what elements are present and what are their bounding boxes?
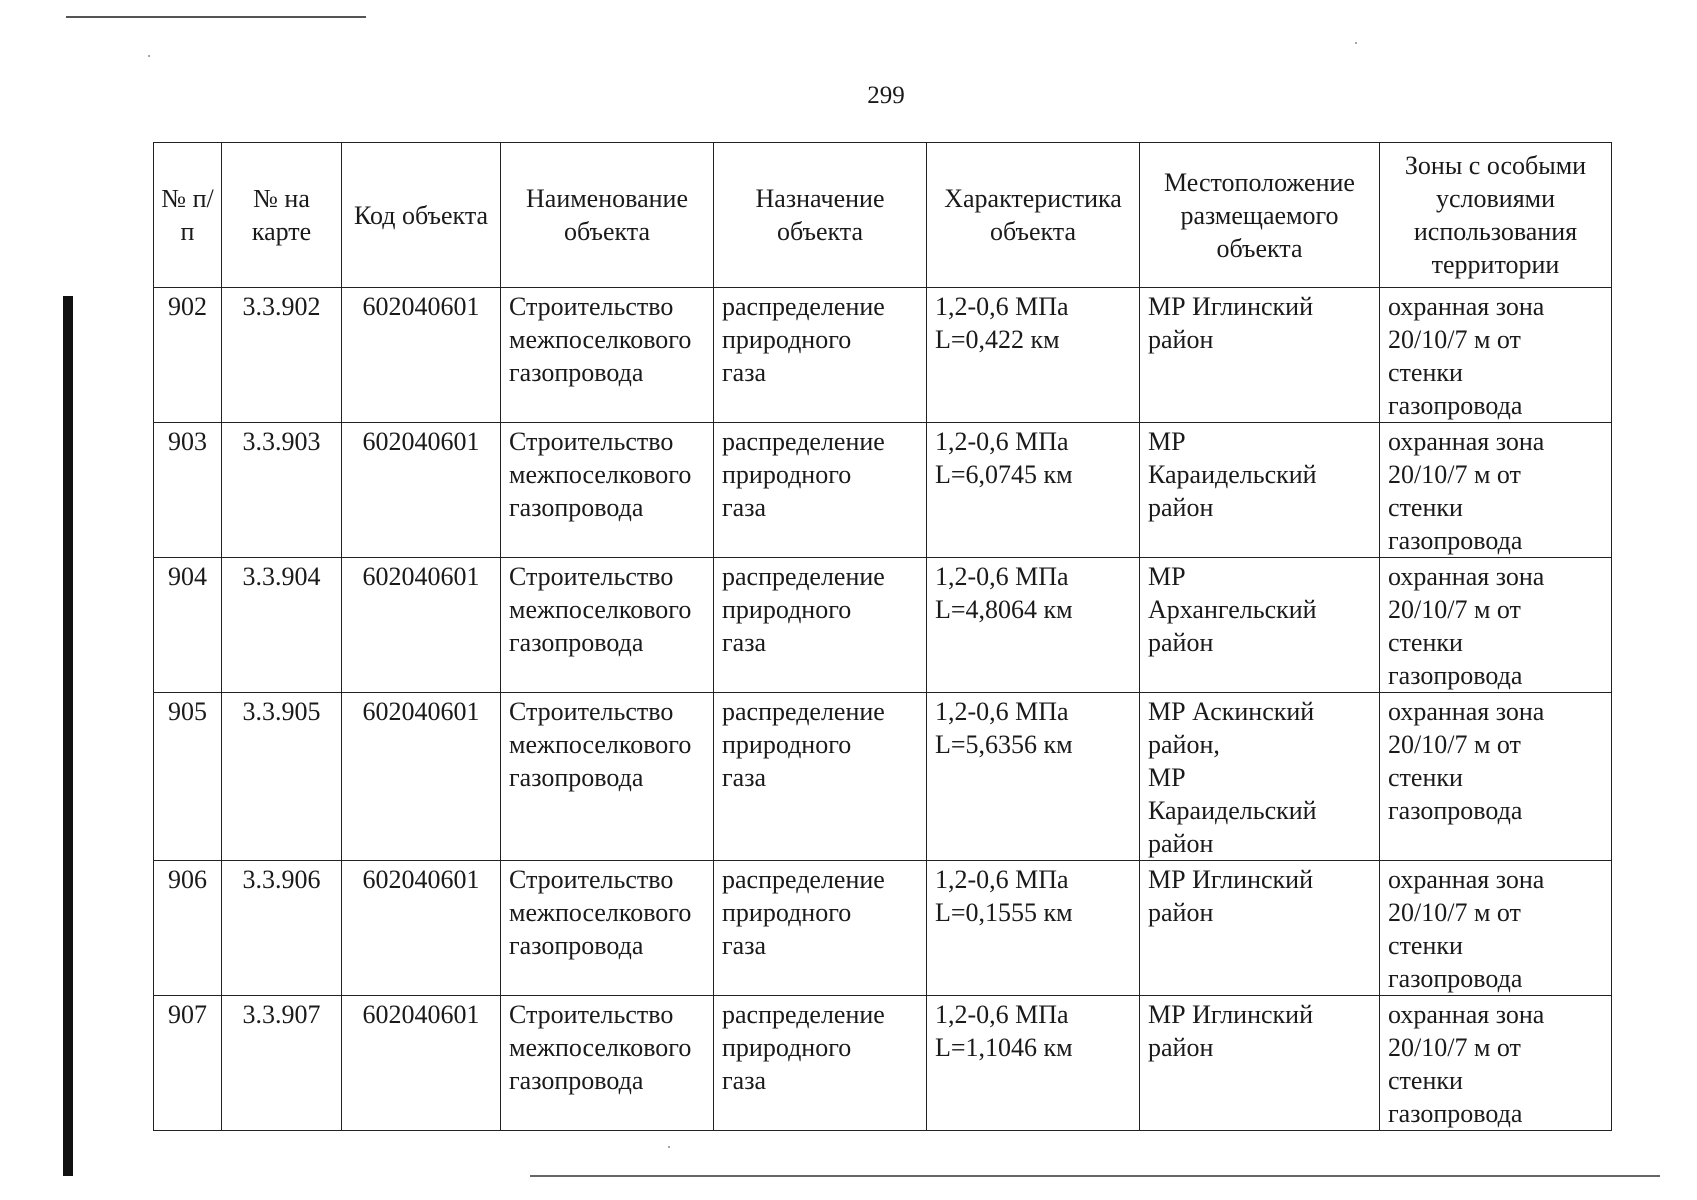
- cell-special-zones: [1380, 693, 1612, 861]
- cell-text-line: газопровода: [1388, 1099, 1523, 1128]
- cell-object-code: 602040601: [342, 693, 501, 861]
- cell-text-line: распределение: [722, 1000, 885, 1029]
- cell-object-location: [1140, 288, 1380, 423]
- cell-map-number: 3.3.905: [222, 693, 342, 861]
- cell-text-line: 20/10/7 м от: [1388, 730, 1521, 759]
- cell-text-line: газопровода: [1388, 526, 1523, 555]
- scan-artifact-line-bottom: [530, 1175, 1660, 1177]
- cell-text-line: газа: [722, 931, 767, 960]
- cell-text-line: природного: [722, 460, 852, 489]
- cell-text-line: район,: [1148, 730, 1220, 759]
- cell-text-line: МР Иглинский: [1148, 292, 1314, 321]
- cell-object-location: [1140, 861, 1380, 996]
- table-row: [154, 558, 1612, 693]
- cell-text-line: Строительство: [509, 562, 674, 591]
- cell-text-line: Караидельский: [1148, 796, 1317, 825]
- cell-text-line: газопровода: [509, 931, 644, 960]
- scan-speck: [1355, 42, 1357, 44]
- cell-object-code: 602040601: [342, 861, 501, 996]
- cell-text-line: газа: [722, 358, 767, 387]
- cell-text-line: межпоселкового: [509, 1033, 692, 1062]
- cell-object-name: [501, 423, 714, 558]
- cell-text-line: охранная зона: [1388, 562, 1545, 591]
- cell-text-line: охранная зона: [1388, 1000, 1545, 1029]
- cell-text-line: стенки: [1388, 628, 1463, 657]
- cell-text-line: газопровода: [1388, 391, 1523, 420]
- cell-object-purpose: [714, 861, 927, 996]
- column-header-index: № п/п: [154, 143, 222, 288]
- cell-text-line: газопровода: [509, 628, 644, 657]
- cell-text-line: 1,2-0,6 МПа: [935, 865, 1069, 894]
- cell-text-line: стенки: [1388, 931, 1463, 960]
- cell-text-line: газа: [722, 1066, 767, 1095]
- cell-object-location: [1140, 693, 1380, 861]
- cell-object-purpose: [714, 558, 927, 693]
- cell-object-characteristic: [927, 861, 1140, 996]
- cell-object-characteristic: [927, 423, 1140, 558]
- scan-artifact-line-top: [66, 16, 366, 18]
- cell-text-line: газа: [722, 493, 767, 522]
- cell-text-line: природного: [722, 898, 852, 927]
- cell-text-line: 20/10/7 м от: [1388, 460, 1521, 489]
- cell-text-line: распределение: [722, 865, 885, 894]
- cell-text-line: МР Иглинский: [1148, 1000, 1314, 1029]
- cell-object-code: 602040601: [342, 288, 501, 423]
- cell-text-line: МР Иглинский: [1148, 865, 1314, 894]
- cell-object-name: [501, 558, 714, 693]
- cell-index: 905: [154, 693, 222, 861]
- cell-text-line: газопровода: [509, 358, 644, 387]
- cell-text-line: межпоселкового: [509, 595, 692, 624]
- cell-map-number: 3.3.904: [222, 558, 342, 693]
- column-header-object-purpose: Назначение объекта: [714, 143, 927, 288]
- table-row: [154, 423, 1612, 558]
- cell-object-purpose: [714, 996, 927, 1131]
- cell-text-line: межпоселкового: [509, 898, 692, 927]
- cell-text-line: межпоселкового: [509, 460, 692, 489]
- cell-text-line: район: [1148, 325, 1214, 354]
- cell-text-line: 20/10/7 м от: [1388, 325, 1521, 354]
- column-header-object-name: Наименование объекта: [501, 143, 714, 288]
- cell-object-characteristic: [927, 558, 1140, 693]
- cell-text-line: L=0,422 км: [935, 325, 1060, 354]
- cell-text-line: 1,2-0,6 МПа: [935, 697, 1069, 726]
- cell-text-line: природного: [722, 595, 852, 624]
- cell-object-code: 602040601: [342, 558, 501, 693]
- cell-index: 906: [154, 861, 222, 996]
- table-header-row: [154, 143, 1612, 288]
- cell-object-purpose: [714, 693, 927, 861]
- cell-text-line: распределение: [722, 427, 885, 456]
- cell-text-line: район: [1148, 493, 1214, 522]
- cell-text-line: 20/10/7 м от: [1388, 595, 1521, 624]
- cell-text-line: охранная зона: [1388, 865, 1545, 894]
- cell-text-line: стенки: [1388, 1066, 1463, 1095]
- cell-text-line: район: [1148, 628, 1214, 657]
- cell-map-number: 3.3.903: [222, 423, 342, 558]
- cell-text-line: газа: [722, 763, 767, 792]
- cell-text-line: 1,2-0,6 МПа: [935, 427, 1069, 456]
- cell-text-line: 20/10/7 м от: [1388, 1033, 1521, 1062]
- cell-text-line: охранная зона: [1388, 292, 1545, 321]
- cell-map-number: 3.3.902: [222, 288, 342, 423]
- cell-text-line: Караидельский: [1148, 460, 1317, 489]
- cell-text-line: МР: [1148, 562, 1186, 591]
- cell-object-characteristic: [927, 693, 1140, 861]
- cell-text-line: распределение: [722, 562, 885, 591]
- cell-object-purpose: [714, 288, 927, 423]
- cell-text-line: Строительство: [509, 1000, 674, 1029]
- cell-index: 902: [154, 288, 222, 423]
- cell-text-line: Архангельский: [1148, 595, 1317, 624]
- cell-text-line: газопровода: [1388, 661, 1523, 690]
- column-header-special-zones: Зоны с особыми условиями использования территории: [1380, 143, 1612, 288]
- cell-text-line: Строительство: [509, 865, 674, 894]
- column-header-object-characteristic: Характеристика объекта: [927, 143, 1140, 288]
- cell-text-line: межпоселкового: [509, 325, 692, 354]
- column-header-map-number: № на карте: [222, 143, 342, 288]
- cell-text-line: природного: [722, 1033, 852, 1062]
- cell-text-line: МР: [1148, 427, 1186, 456]
- cell-map-number: 3.3.907: [222, 996, 342, 1131]
- cell-text-line: газопровода: [1388, 796, 1523, 825]
- cell-text-line: МР: [1148, 763, 1186, 792]
- cell-object-name: [501, 288, 714, 423]
- cell-text-line: газопровода: [509, 1066, 644, 1095]
- cell-object-name: [501, 693, 714, 861]
- cell-text-line: газа: [722, 628, 767, 657]
- scan-artifact-bar-left: [63, 296, 73, 1176]
- cell-text-line: район: [1148, 898, 1214, 927]
- cell-object-location: [1140, 996, 1380, 1131]
- cell-special-zones: [1380, 861, 1612, 996]
- cell-text-line: охранная зона: [1388, 697, 1545, 726]
- cell-text-line: L=4,8064 км: [935, 595, 1073, 624]
- objects-table: [153, 142, 1612, 1131]
- cell-map-number: 3.3.906: [222, 861, 342, 996]
- cell-text-line: L=5,6356 км: [935, 730, 1073, 759]
- cell-text-line: 1,2-0,6 МПа: [935, 562, 1069, 591]
- cell-object-purpose: [714, 423, 927, 558]
- table-row: [154, 996, 1612, 1131]
- cell-text-line: газопровода: [1388, 964, 1523, 993]
- cell-index: 903: [154, 423, 222, 558]
- cell-text-line: охранная зона: [1388, 427, 1545, 456]
- cell-text-line: МР Аскинский: [1148, 697, 1315, 726]
- table-row: [154, 861, 1612, 996]
- cell-object-name: [501, 996, 714, 1131]
- cell-text-line: 1,2-0,6 МПа: [935, 1000, 1069, 1029]
- cell-object-characteristic: [927, 996, 1140, 1131]
- cell-object-location: [1140, 423, 1380, 558]
- cell-special-zones: [1380, 558, 1612, 693]
- cell-text-line: распределение: [722, 292, 885, 321]
- cell-text-line: район: [1148, 829, 1214, 858]
- cell-text-line: стенки: [1388, 358, 1463, 387]
- cell-text-line: район: [1148, 1033, 1214, 1062]
- cell-text-line: 20/10/7 м от: [1388, 898, 1521, 927]
- cell-text-line: Строительство: [509, 427, 674, 456]
- cell-text-line: природного: [722, 325, 852, 354]
- cell-index: 907: [154, 996, 222, 1131]
- cell-text-line: стенки: [1388, 493, 1463, 522]
- column-header-object-location: Местоположение размещаемого объекта: [1140, 143, 1380, 288]
- cell-text-line: L=1,1046 км: [935, 1033, 1073, 1062]
- cell-object-location: [1140, 558, 1380, 693]
- scan-speck: [148, 55, 150, 57]
- column-header-object-code: Код объекта: [342, 143, 501, 288]
- cell-text-line: L=0,1555 км: [935, 898, 1073, 927]
- cell-text-line: стенки: [1388, 763, 1463, 792]
- cell-special-zones: [1380, 288, 1612, 423]
- cell-text-line: 1,2-0,6 МПа: [935, 292, 1069, 321]
- scan-speck: [668, 1146, 670, 1148]
- cell-text-line: газопровода: [509, 493, 644, 522]
- cell-text-line: Строительство: [509, 697, 674, 726]
- page-number: 299: [867, 82, 905, 109]
- cell-text-line: L=6,0745 км: [935, 460, 1073, 489]
- cell-special-zones: [1380, 996, 1612, 1131]
- cell-text-line: распределение: [722, 697, 885, 726]
- table-row: [154, 288, 1612, 423]
- cell-text-line: межпоселкового: [509, 730, 692, 759]
- cell-object-code: 602040601: [342, 996, 501, 1131]
- cell-object-code: 602040601: [342, 423, 501, 558]
- cell-index: 904: [154, 558, 222, 693]
- table-row: [154, 693, 1612, 861]
- cell-special-zones: [1380, 423, 1612, 558]
- cell-text-line: природного: [722, 730, 852, 759]
- cell-text-line: газопровода: [509, 763, 644, 792]
- cell-object-name: [501, 861, 714, 996]
- cell-text-line: Строительство: [509, 292, 674, 321]
- cell-object-characteristic: [927, 288, 1140, 423]
